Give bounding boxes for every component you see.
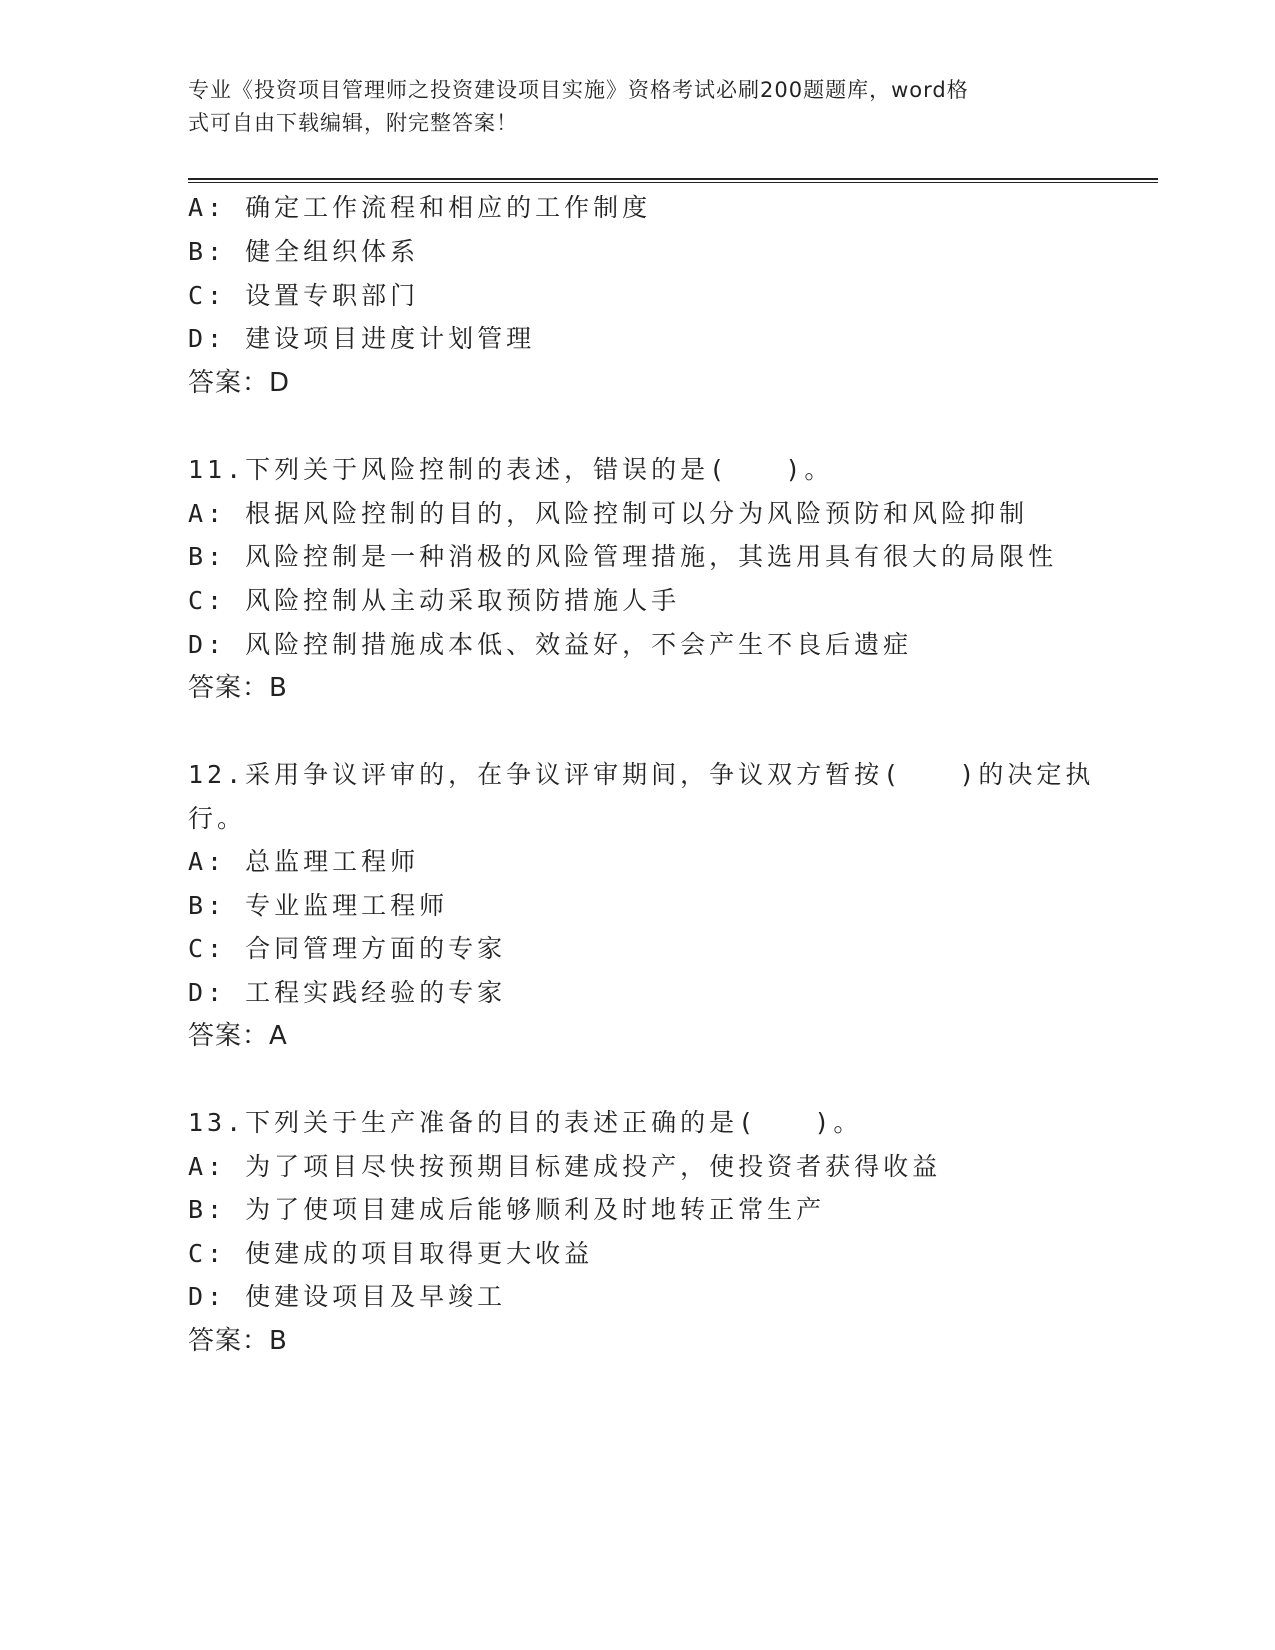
- q12-option-c: C: 合同管理方面的专家: [188, 934, 507, 963]
- q12-option-a: A: 总监理工程师: [188, 847, 420, 876]
- q11-option-d: D: 风险控制措施成本低、效益好，不会产生不良后遗症: [188, 630, 913, 659]
- header-divider-thin: [188, 182, 1158, 183]
- q13-option-d: D: 使建设项目及早竣工: [188, 1282, 507, 1311]
- document-header: [188, 74, 1068, 140]
- q11-answer: 答案：B: [188, 673, 288, 703]
- q12-answer: 答案：A: [188, 1021, 288, 1051]
- q11-option-b: B: 风险控制是一种消极的风险管理措施，其选用具有很大的局限性: [188, 542, 1058, 571]
- q13-answer: 答案：B: [188, 1326, 288, 1356]
- q10-answer: 答案：D: [188, 368, 291, 398]
- q13-option-b: B: 为了使项目建成后能够顺利及时地转正常生产: [188, 1195, 826, 1224]
- q11-stem: 11.下列关于风险控制的表述，错误的是( )。: [188, 455, 834, 484]
- header-line-2: 式可自由下载编辑，附完整答案！: [188, 111, 518, 135]
- q12-stem-line-1: 12.采用争议评审的，在争议评审期间，争议双方暂按( )的决定执: [188, 760, 1095, 789]
- q13-option-a: A: 为了项目尽快按预期目标建成投产，使投资者获得收益: [188, 1152, 942, 1181]
- q12-option-b: B: 专业监理工程师: [188, 891, 449, 920]
- q12-stem-line-2: 行。: [188, 804, 247, 833]
- header-line-1: 专业《投资项目管理师之投资建设项目实施》资格考试必刷200题题库，word格: [188, 78, 969, 102]
- q13-option-c: C: 使建成的项目取得更大收益: [188, 1239, 594, 1268]
- q11-option-c: C: 风险控制从主动采取预防措施人手: [188, 586, 681, 615]
- q10-option-d: D: 建设项目进度计划管理: [188, 324, 536, 353]
- q10-option-c: C: 设置专职部门: [188, 281, 420, 310]
- header-divider-thick: [188, 178, 1158, 180]
- q11-option-a: A: 根据风险控制的目的，风险控制可以分为风险预防和风险抑制: [188, 499, 1029, 528]
- q13-stem: 13.下列关于生产准备的目的表述正确的是( )。: [188, 1108, 863, 1137]
- q10-option-b: B: 健全组织体系: [188, 237, 420, 266]
- q10-option-a: A: 确定工作流程和相应的工作制度: [188, 193, 652, 222]
- q12-option-d: D: 工程实践经验的专家: [188, 978, 507, 1007]
